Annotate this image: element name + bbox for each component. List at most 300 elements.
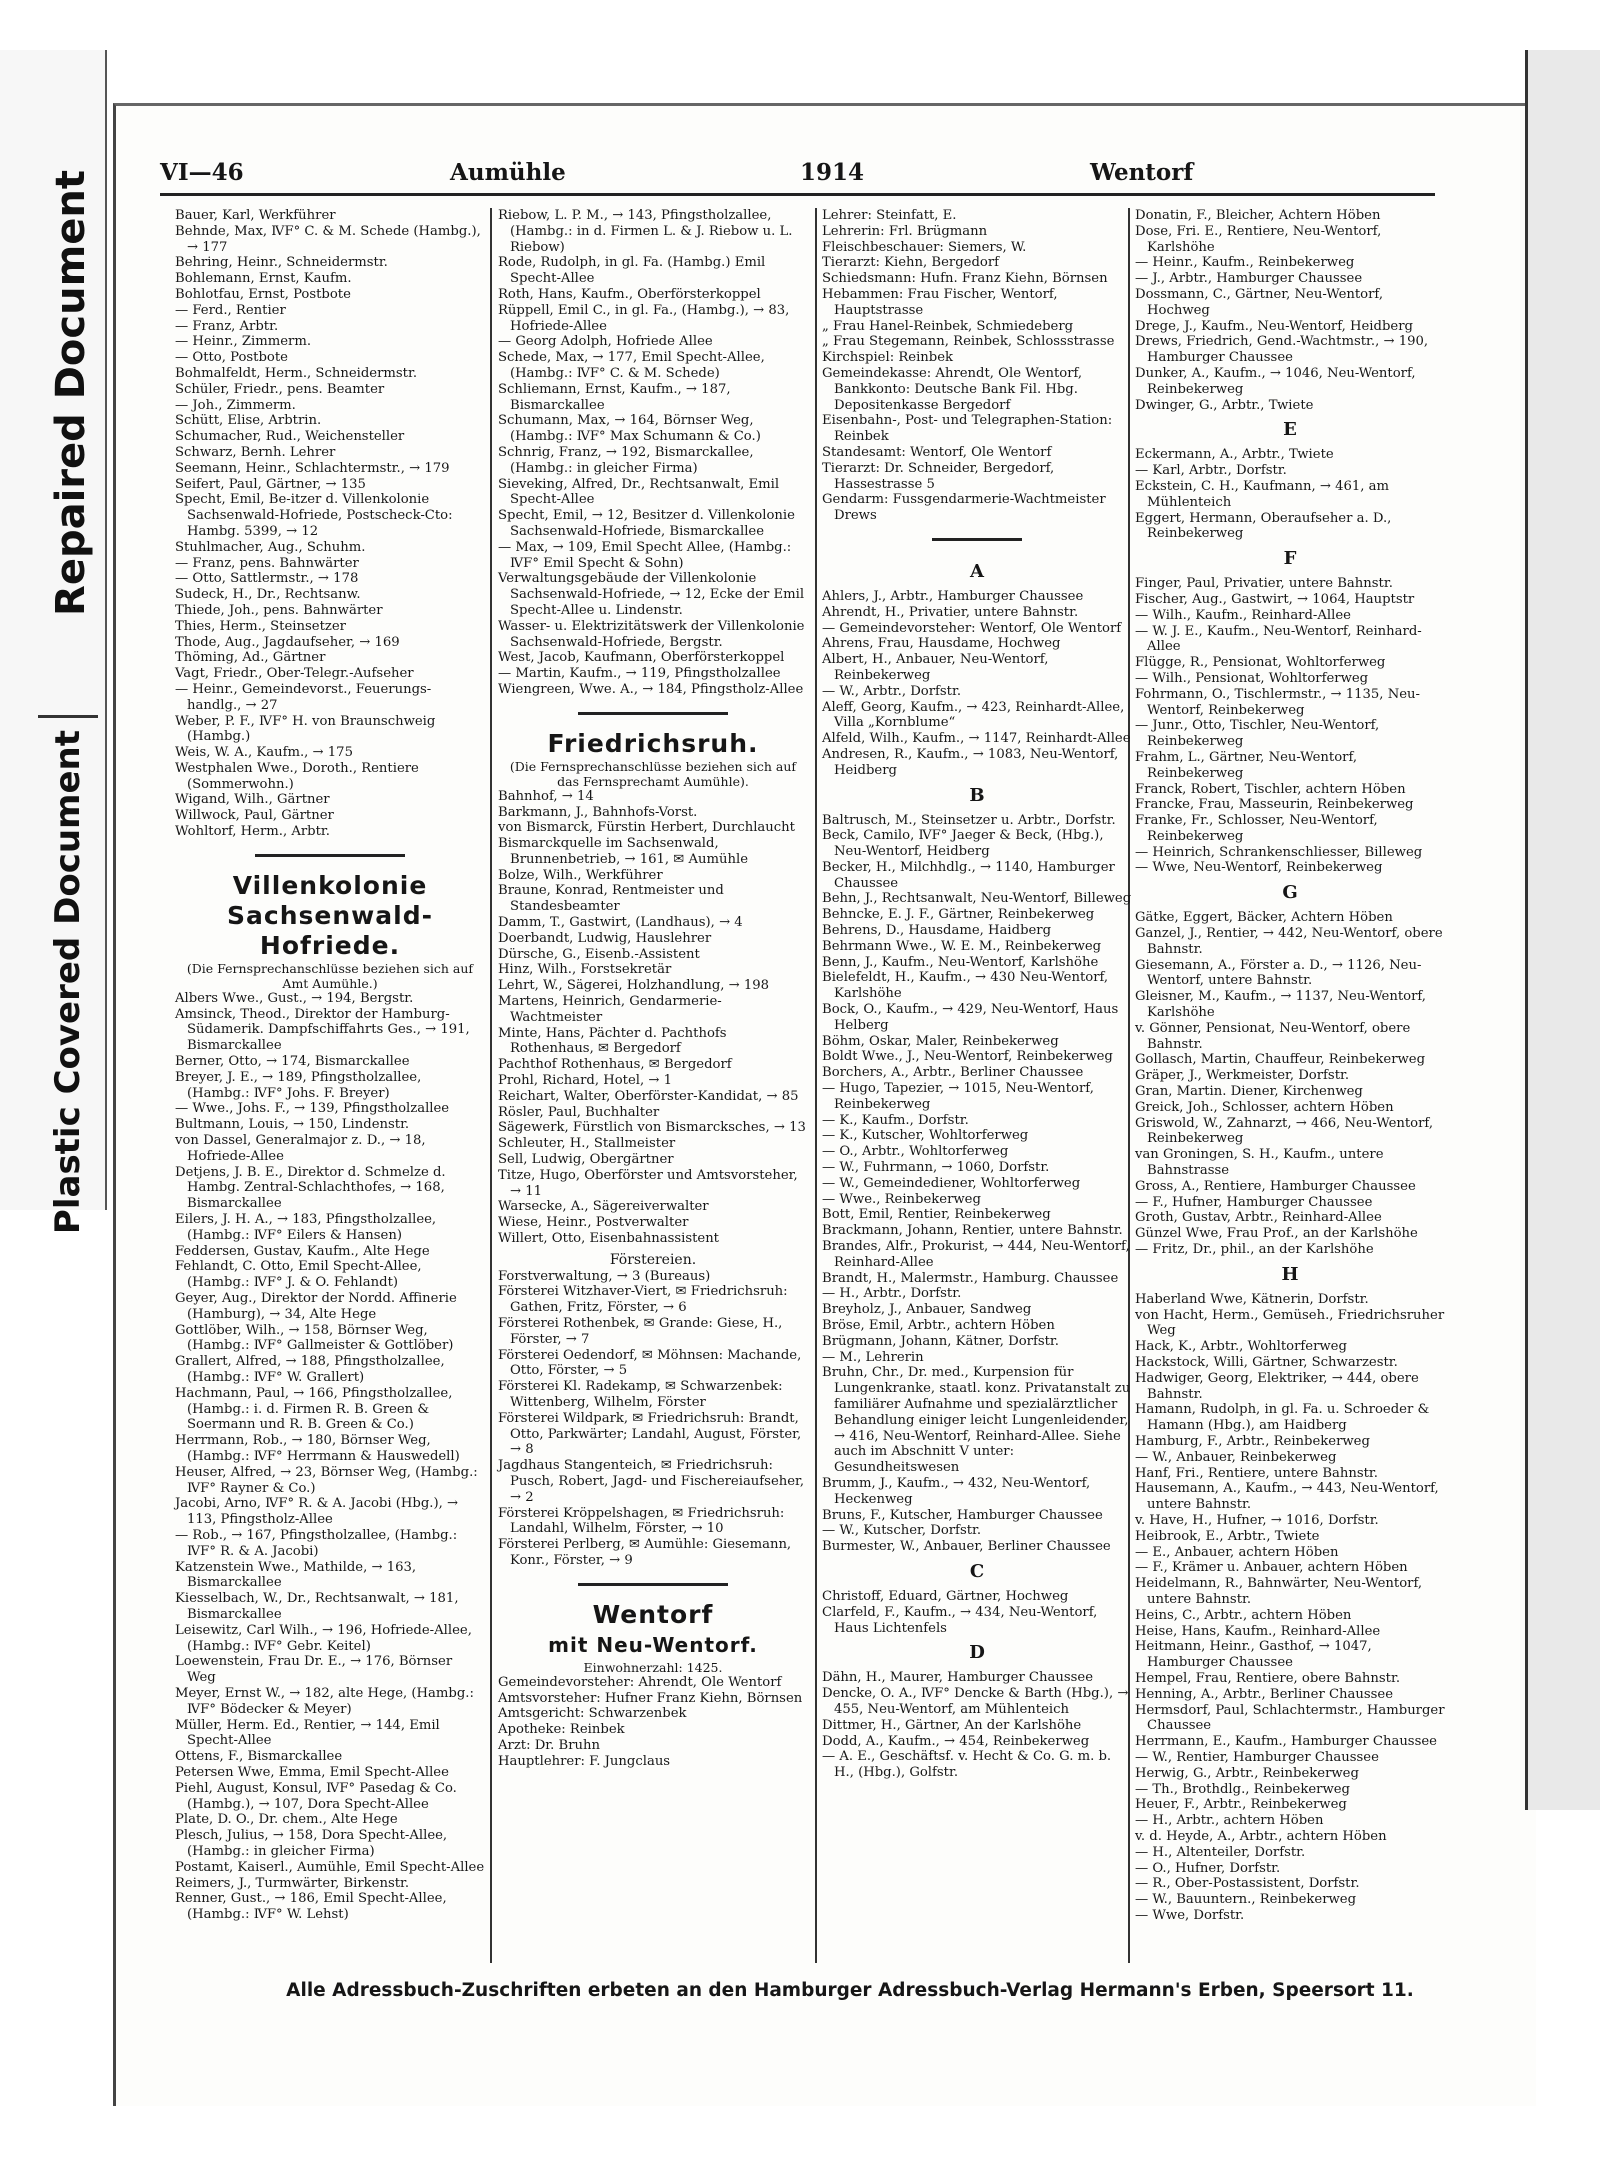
directory-entry: Amtsvorsteher: Hufner Franz Kiehn, Börnsen (498, 1690, 803, 1706)
directory-entry: Lehrerin: Frl. Brügmann (822, 223, 988, 239)
directory-entry: West, Jacob, Kaufmann, Oberförsterkoppel (498, 650, 785, 666)
directory-entry: — Heinrich, Schrankenschliesser, Billeweg (1135, 844, 1423, 860)
directory-entry: Sell, Ludwig, Obergärtner (498, 1152, 674, 1168)
directory-entry: — F., Krämer u. Anbauer, achtern Höben (1135, 1560, 1408, 1576)
directory-entry: Greick, Joh., Schlosser, achtern Höben (1135, 1099, 1394, 1115)
directory-entry: — Th., Brothdlg., Reinbekerweg (1135, 1781, 1350, 1797)
entry-list (1135, 447, 1445, 542)
directory-entry: von Dassel, Generalmajor z. D., → 18, Hofriede-Allee (175, 1133, 426, 1164)
letter-heading: F (1283, 548, 1297, 570)
directory-entry: Hempel, Frau, Rentiere, obere Bahnstr. (1135, 1670, 1401, 1686)
directory-entry: Jagdhaus Stangenteich, ✉ Friedrichsruh: Pusch, Robert, Jagd- und Fischereiaufseher, → 2 (498, 1458, 805, 1505)
directory-entry: Försterei Perlberg, ✉ Aumühle: Giesemann, Konr., Förster, → 9 (498, 1537, 792, 1568)
side-label-divider (38, 715, 98, 718)
directory-entry: Giesemann, A., Förster a. D., → 1126, Neu-Wentorf, untere Bahnstr. (1135, 957, 1422, 989)
directory-entry: — W., Rentier, Hamburger Chaussee (1135, 1749, 1379, 1765)
directory-entry: — Heinr., Zimmerm. (175, 334, 312, 350)
directory-entry: Gross, A., Rentiere, Hamburger Chaussee (1135, 1178, 1416, 1194)
directory-entry: Willert, Otto, Eisenbahnassistent (498, 1231, 719, 1247)
directory-entry: — H., Altenteiler, Dorfstr. (1135, 1844, 1306, 1860)
directory-entry: Ahlers, J., Arbtr., Hamburger Chaussee (822, 588, 1084, 604)
directory-entry: Hauptlehrer: F. Jungclaus (498, 1753, 671, 1769)
directory-entry: Bröse, Emil, Arbtr., achtern Höben (822, 1318, 1055, 1333)
directory-entry: Eisenbahn-, Post- und Telegraphen-Station: Reinbek (822, 413, 1113, 445)
directory-entry: Herrmann, E., Kaufm., Hamburger Chaussee (1135, 1734, 1437, 1750)
directory-entry: Franke, Fr., Schlosser, Neu-Wentorf, Reinbekerweg (1135, 813, 1378, 844)
letter-heading: A (970, 560, 984, 582)
directory-entry: Thode, Aug., Jagdaufseher, → 169 (175, 634, 400, 650)
directory-entry: Lehrt, W., Sägerei, Holzhandlung, → 198 (498, 978, 770, 994)
directory-entry: Bismarckquelle im Sachsenwald, Brunnenbetrieb, → 161, ✉ Aumühle (498, 836, 749, 867)
directory-entry: Dodd, A., Kaufm., → 454, Reinbekerweg (822, 1733, 1090, 1749)
directory-entry: — W., Arbtr., Dorfstr. (822, 683, 962, 699)
directory-entry: — K., Kutscher, Wohltorferweg (822, 1128, 1029, 1144)
directory-entry: — W., Gemeindediener, Wohltorferweg (822, 1175, 1081, 1191)
directory-entry: v. Gönner, Pensionat, Neu-Wentorf, obere Bahnstr. (1135, 1020, 1411, 1052)
directory-entry: Albers Wwe., Gust., → 194, Bergstr. (175, 990, 414, 1006)
directory-entry: Francke, Frau, Masseurin, Reinbekerweg (1135, 797, 1414, 813)
directory-entry: Ottens, F., Bismarckallee (175, 1749, 343, 1765)
directory-entry: Petersen Wwe, Emma, Emil Specht-Allee (175, 1764, 449, 1780)
directory-entry: Tierarzt: Kiehn, Bergedorf (822, 255, 1000, 271)
subsection-title: Förstereien. (609, 1251, 697, 1268)
directory-entry: Andresen, R., Kaufm., → 1083, Neu-Wentorf, Heidberg (822, 746, 1119, 778)
directory-entry: Gemeindekasse: Ahrendt, Ole Wentorf, Bankkonto: Deutsche Bank Fil. Hbg. Depositenkasse Bergedorf (822, 365, 1083, 413)
directory-entry: Gemeindevorsteher: Ahrendt, Ole Wentorf (498, 1674, 782, 1690)
directory-entry: Dose, Fri. E., Rentiere, Neu-Wentorf, Karlshöhe (1135, 223, 1382, 255)
directory-entry: — Gemeindevorsteher: Wentorf, Ole Wentorf (822, 620, 1122, 636)
directory-entry: Doerbandt, Ludwig, Hauslehrer (498, 930, 712, 946)
entry-list (822, 1589, 1132, 1636)
directory-entry: Clarfeld, F., Kaufm., → 434, Neu-Wentorf, Haus Lichtenfels (822, 1604, 1098, 1636)
directory-entry: Eckstein, C. H., Kaufmann, → 461, am Mühlenteich (1135, 478, 1390, 510)
directory-entry: Försterei Rothenbek, ✉ Grande: Giese, H., Förster, → 7 (498, 1316, 783, 1347)
directory-entry: Dittmer, H., Gärtner, An der Karlshöhe (822, 1717, 1082, 1733)
directory-entry: Fischer, Aug., Gastwirt, → 1064, Hauptstr (1135, 591, 1415, 607)
directory-entry: Bohmalfeldt, Herm., Schneidermstr. (175, 365, 418, 381)
directory-entry: Weis, W. A., Kaufm., → 175 (175, 745, 353, 761)
directory-entry: — F., Hufner, Hamburger Chaussee (1135, 1194, 1373, 1210)
directory-entry: Schumacher, Rud., Weichensteller (175, 429, 405, 445)
entry-list (822, 208, 1132, 524)
directory-entry: Müller, Herm. Ed., Rentier, → 144, Emil Specht-Allee (175, 1717, 440, 1749)
directory-entry: Dwinger, G., Arbtr., Twiete (1135, 397, 1314, 413)
directory-entry: Finger, Paul, Privatier, untere Bahnstr. (1135, 576, 1393, 592)
directory-entry: Eckermann, A., Arbtr., Twiete (1135, 447, 1334, 463)
directory-entry: Herrmann, Rob., → 180, Börnser Weg, (Hambg.: ⅣF° Herrmann & Hauswedell) (175, 1433, 460, 1464)
directory-entry: Specht, Emil, → 12, Besitzer d. Villenkolonie Sachsenwald-Hofriede, Bismarckallee (498, 508, 795, 539)
directory-entry: Hack, K., Arbtr., Wohltorferweg (1135, 1339, 1347, 1355)
directory-entry: Hermsdorf, Paul, Schlachtermstr., Hamburger Chaussee (1135, 1702, 1445, 1734)
column-2 (498, 208, 808, 1770)
population-note: Einwohnerzahl: 1425. (583, 1659, 723, 1675)
directory-entry: Behrmann Wwe., W. E. M., Reinbekerweg (822, 938, 1102, 954)
directory-entry: Amsinck, Theod., Direktor der Hamburg-Südamerik. Dampfschiffahrts Ges., → 191, Bismarckallee (175, 1006, 470, 1054)
section-title: Friedrichsruh. (547, 728, 759, 758)
directory-entry: Groth, Gustav, Arbtr., Reinhard-Allee (1135, 1210, 1382, 1226)
directory-entry: — Fritz, Dr., phil., an der Karlshöhe (1135, 1242, 1374, 1258)
directory-entry: Herwig, G., Arbtr., Reinbekerweg (1135, 1765, 1359, 1781)
directory-entry: Schede, Max, → 177, Emil Specht-Allee, (Hambg.: ⅣF° C. & M. Schede) (498, 350, 765, 381)
directory-entry: Plesch, Julius, → 158, Dora Specht-Allee, (Hambg.: in gleicher Firma) (175, 1828, 448, 1859)
directory-entry: Böhm, Oskar, Maler, Reinbekerweg (822, 1033, 1059, 1049)
directory-entry: — W., Bauuntern., Reinbekerweg (1135, 1892, 1357, 1908)
directory-entry: Eggert, Hermann, Oberaufseher a. D., Reinbekerweg (1135, 510, 1392, 542)
directory-entry: — Otto, Sattlermstr., → 178 (175, 571, 359, 587)
directory-entry: Hebammen: Frau Fischer, Wentorf, Hauptstrasse (822, 286, 1058, 318)
directory-entry: Fleischbeschauer: Siemers, W. (822, 239, 1027, 255)
column-1 (175, 208, 485, 1923)
directory-entry: Willwock, Paul, Gärtner (175, 808, 334, 824)
entry-list (822, 1670, 1132, 1781)
directory-entry: Amtsgericht: Schwarzenbek (498, 1706, 687, 1722)
directory-entry: Gollasch, Martin, Chauffeur, Reinbekerweg (1135, 1052, 1426, 1068)
letter-heading: C (969, 1560, 985, 1582)
directory-entry: — O., Hufner, Dorfstr. (1135, 1860, 1281, 1876)
directory-entry: Behncke, E. J. F., Gärtner, Reinbekerweg (822, 907, 1095, 923)
directory-entry: Dähn, H., Maurer, Hamburger Chaussee (822, 1670, 1094, 1686)
directory-entry: Reimers, J., Turmwärter, Birkenstr. (175, 1875, 410, 1891)
directory-entry: — Rob., → 167, Pfingstholzallee, (Hambg.: ⅣF° R. & A. Jacobi) (175, 1527, 458, 1559)
directory-entry: Titze, Hugo, Oberförster und Amtsvorsteher, → 11 (498, 1167, 798, 1199)
directory-entry: Gottlöber, Wilh., → 158, Börnser Weg, (Hambg.: ⅣF° Gallmeister & Gottlöber) (175, 1322, 454, 1354)
directory-entry: Behrens, D., Hausdame, Haidberg (822, 923, 1052, 939)
directory-entry: — W., Anbauer, Reinbekerweg (1135, 1449, 1337, 1465)
directory-entry: Grallert, Alfred, → 188, Pfingstholzallee, (Hambg.: ⅣF° W. Grallert) (175, 1354, 445, 1385)
directory-entry: Schnrig, Franz, → 192, Bismarckallee, (Hambg.: in gleicher Firma) (498, 444, 754, 476)
directory-entry: Piehl, August, Konsul, ⅣF° Pasedag & Co. (Hambg.), → 107, Dora Specht-Allee (175, 1780, 457, 1812)
directory-entry: Hachmann, Paul, → 166, Pfingstholzallee, (Hambg.: i. d. Firmen R. B. Green & Soermann und R. B. Green & Co.) (175, 1385, 453, 1433)
directory-entry: Riebow, L. P. M., → 143, Pfingstholzallee, (Hambg.: in d. Firmen L. & J. Riebow u. L. Riebow) (498, 208, 793, 255)
directory-entry: Schumann, Max, → 164, Börnser Weg, (Hambg.: ⅣF° Max Schumann & Co.) (498, 413, 761, 445)
directory-entry: Thies, Herm., Steinsetzer (175, 618, 346, 634)
directory-entry: Plate, D. O., Dr. chem., Alte Hege (175, 1812, 398, 1828)
directory-entry: Behring, Heinr., Schneidermstr. (175, 255, 388, 271)
directory-entry: Standesamt: Wentorf, Ole Wentorf (822, 444, 1052, 460)
directory-entry: Roth, Hans, Kaufm., Oberförsterkoppel (498, 286, 761, 302)
directory-entry: Loewenstein, Frau Dr. E., → 176, Börnser Weg (175, 1654, 453, 1686)
section-rule (578, 712, 728, 715)
directory-entry: von Hacht, Herm., Gemüseh., Friedrichsruher Weg (1135, 1307, 1445, 1339)
directory-entry: Becker, H., Milchhdlg., → 1140, Hamburger Chaussee (822, 859, 1115, 891)
directory-entry: Meyer, Ernst W., → 182, alte Hege, (Hambg.: ⅣF° Bödecker & Meyer) (175, 1685, 474, 1717)
directory-entry: — R., Ober-Postassistent, Dorfstr. (1135, 1876, 1360, 1892)
directory-entry: Behn, J., Rechtsanwalt, Neu-Wentorf, Billeweg (822, 891, 1132, 907)
directory-entry: Drews, Friedrich, Gend.-Wachtmstr., → 190, Hamburger Chaussee (1135, 334, 1429, 366)
directory-entry: — Max, → 109, Emil Specht Allee, (Hambg.: ⅣF° Emil Specht & Sohn) (498, 539, 792, 571)
directory-entry: Günzel Wwe, Frau Prof., an der Karlshöhe (1135, 1226, 1418, 1242)
entry-list (498, 789, 808, 1247)
directory-entry: Bolze, Wilh., Werkführer (498, 867, 663, 883)
directory-entry: Thöming, Ad., Gärtner (175, 650, 326, 666)
directory-entry: Apotheke: Reinbek (498, 1722, 625, 1738)
directory-entry: Brandt, H., Malermstr., Hamburg. Chaussee (822, 1270, 1119, 1286)
side-label-strip (0, 50, 107, 1235)
directory-entry: Breyholz, J., Anbauer, Sandweg (822, 1302, 1032, 1318)
directory-entry: — Otto, Postbote (175, 350, 288, 366)
directory-entry: Heuser, Alfred, → 23, Börnser Weg, (Hambg.: ⅣF° Rayner & Co.) (175, 1464, 478, 1496)
directory-entry: — Heinr., Kaufm., Reinbekerweg (1135, 255, 1355, 271)
section-rule (255, 854, 405, 857)
column-4 (1135, 208, 1445, 1924)
directory-entry: Dunker, A., Kaufm., → 1046, Neu-Wentorf, Reinbekerweg (1135, 365, 1416, 397)
directory-entry: — O., Arbtr., Wohltorferweg (822, 1144, 1009, 1160)
directory-entry: Wasser- u. Elektrizitätswerk der Villenkolonie Sachsenwald-Hofriede, Bergstr. (498, 618, 805, 650)
section-rule (578, 1583, 728, 1586)
directory-entry: Sudeck, H., Dr., Rechtsanw. (175, 587, 361, 603)
directory-entry: Sieveking, Alfred, Dr., Rechtsanwalt, Emil Specht-Allee (498, 476, 780, 508)
directory-entry: Bultmann, Louis, → 150, Lindenstr. (175, 1117, 410, 1133)
directory-entry: Sägewerk, Fürstlich von Bismarcksches, → 13 (498, 1120, 806, 1136)
directory-entry: Reichart, Walter, Oberförster-Kandidat, → 85 (498, 1088, 799, 1104)
directory-entry: Tierarzt: Dr. Schneider, Bergedorf, Hassestrasse 5 (822, 460, 1055, 492)
page-number: VI—46 (160, 159, 244, 186)
header-year: 1914 (800, 159, 865, 186)
directory-entry: Heibrook, E., Arbtr., Twiete (1135, 1528, 1320, 1544)
directory-entry: Borchers, A., Arbtr., Berliner Chaussee (822, 1065, 1084, 1081)
directory-entry: Beck, Camilo, ⅣF° Jaeger & Beck, (Hbg.), Neu-Wentorf, Heidberg (822, 828, 1104, 860)
directory-entry: — H., Arbtr., achtern Höben (1135, 1813, 1324, 1829)
column-3 (822, 208, 1132, 1781)
directory-entry: Schwarz, Bernh. Lehrer (175, 444, 336, 460)
directory-entry: — Wwe, Dorfstr. (1135, 1907, 1245, 1923)
directory-entry: Jacobi, Arno, ⅣF° R. & A. Jacobi (Hbg.), → 113, Pfingstholz-Allee (175, 1496, 459, 1528)
directory-entry: Flügge, R., Pensionat, Wohltorferweg (1135, 655, 1386, 671)
directory-entry: — J., Arbtr., Hamburger Chaussee (1135, 271, 1363, 287)
directory-entry: Schütt, Elise, Arbtrin. (175, 413, 322, 429)
plastic-covered-label: Plastic Covered Document (48, 730, 88, 1235)
directory-entry: Kirchspiel: Reinbek (822, 350, 954, 366)
directory-entry: Seemann, Heinr., Schlachtermstr., → 179 (175, 460, 450, 476)
column-divider (815, 208, 817, 1963)
entry-list (822, 589, 1132, 779)
directory-entry: Bruhn, Chr., Dr. med., Kurpension für Lungenkranke, staatl. konz. Privatanstalt zu familiärer Aufnahme und spezialärztlicher Behandlung einiger leicht Lungenleidender, → 416, Neu-Wentorf, Reinhard-Allee. Siehe auch im Abschnitt V unter: Gesundheitswesen (822, 1365, 1131, 1476)
directory-entry: Bruns, F., Kutscher, Hamburger Chaussee (822, 1507, 1103, 1523)
directory-entry: Alfeld, Wilh., Kaufm., → 1147, Reinhardt-Allee (822, 731, 1131, 747)
letter-heading: E (1283, 419, 1297, 441)
directory-entry: v. Have, H., Hufner, → 1016, Dorfstr. (1135, 1512, 1379, 1528)
directory-entry: Wiese, Heinr., Postverwalter (498, 1215, 689, 1231)
column-divider (490, 208, 492, 1963)
directory-entry: Försterei Wildpark, ✉ Friedrichsruh: Brandt, Otto, Parkwärter; Landahl, August, Förster, → 8 (498, 1410, 802, 1458)
directory-entry: Heidelmann, R., Bahnwärter, Neu-Wentorf, untere Bahnstr. (1135, 1576, 1423, 1607)
directory-entry: Gleisner, M., Kaufm., → 1137, Neu-Wentorf, Karlshöhe (1135, 989, 1427, 1021)
directory-entry: — Franz, Arbtr. (175, 318, 279, 334)
directory-entry: Geyer, Aug., Direktor der Nordd. Affinerie (Hamburg), → 34, Alte Hege (175, 1291, 457, 1322)
directory-entry: — Wwe., Johs. F., → 139, Pfingstholzallee (175, 1101, 450, 1117)
directory-entry: Försterei Oedendorf, ✉ Möhnsen: Machande, Otto, Förster, → 5 (498, 1347, 802, 1379)
directory-entry: — A. E., Geschäftsf. v. Hecht & Co. G. m. b. H., (Hbg.), Golfstr. (822, 1749, 1112, 1781)
directory-entry: Rüppell, Emil C., in gl. Fa., (Hambg.), → 83, Hofriede-Allee (498, 302, 790, 334)
section-title: Villenkolonie (232, 870, 428, 900)
directory-entry: Fohrmann, O., Tischlermstr., → 1135, Neu-Wentorf, Reinbekerweg (1135, 686, 1420, 718)
directory-entry: — W., Kutscher, Dorfstr. (822, 1523, 982, 1539)
directory-entry: Wohltorf, Herm., Arbtr. (175, 824, 330, 840)
entry-list (1135, 576, 1445, 876)
directory-entry: Bock, O., Kaufm., → 429, Neu-Wentorf, Haus Helberg (822, 1002, 1119, 1033)
entry-list (1135, 1292, 1445, 1924)
directory-entry: Dürsche, G., Eisenb.-Assistent (498, 946, 700, 962)
directory-entry: Christoff, Eduard, Gärtner, Hochweg (822, 1588, 1069, 1604)
directory-entry: Bielefeldt, H., Kaufm., → 430 Neu-Wentorf, Karlshöhe (822, 970, 1109, 1002)
directory-entry: v. d. Heyde, A., Arbtr., achtern Höben (1135, 1828, 1387, 1844)
directory-entry: — Wwe, Neu-Wentorf, Reinbekerweg (1135, 860, 1383, 876)
directory-entry: Franck, Robert, Tischler, achtern Höben (1135, 781, 1406, 797)
directory-entry: Heise, Hans, Kaufm., Reinhard-Allee (1135, 1623, 1381, 1639)
directory-entry: — Karl, Arbtr., Dorfstr. (1135, 463, 1287, 479)
directory-entry: Specht, Emil, Be-itzer d. Villenkolonie Sachsenwald-Hofriede, Postscheck-Cto: Hambg. 5399, → 12 (175, 492, 453, 539)
entry-list (498, 208, 808, 698)
directory-entry: Warsecke, A., Sägereiverwalter (498, 1199, 709, 1215)
section-title: Sachsenwald- (227, 900, 433, 930)
directory-entry: — Junr., Otto, Tischler, Neu-Wentorf, Reinbekerweg (1135, 718, 1380, 750)
section-title: Hofriede. (259, 930, 401, 960)
directory-entry: Aleff, Georg, Kaufm., → 423, Reinhardt-Allee, Villa „Kornblume“ (822, 699, 1125, 731)
entry-list (1135, 910, 1445, 1258)
header-rule (160, 193, 1435, 196)
directory-entry: Hamann, Rudolph, in gl. Fa. u. Schroeder & Hamann (Hbg.), am Haidberg (1135, 1402, 1430, 1434)
directory-entry: Damm, T., Gastwirt, (Landhaus), → 4 (498, 915, 743, 931)
entry-list (1135, 208, 1445, 413)
directory-entry: — Wilh., Pensionat, Wohltorferweg (1135, 670, 1369, 686)
directory-entry: Hamburg, F., Arbtr., Reinbekerweg (1135, 1433, 1370, 1449)
directory-entry: Försterei Kröppelshagen, ✉ Friedrichsruh: Landahl, Wilhelm, Förster, → 10 (498, 1505, 785, 1537)
directory-entry: — W., Fuhrmann, → 1060, Dorfstr. (822, 1160, 1050, 1176)
directory-entry: Prohl, Richard, Hotel, → 1 (498, 1073, 673, 1089)
directory-entry: Schiedsmann: Hufn. Franz Kiehn, Börnsen (822, 271, 1108, 287)
directory-entry: Vagt, Friedr., Ober-Telegr.-Aufseher (175, 666, 414, 682)
directory-entry: Heitmann, Heinr., Gasthof, → 1047, Hamburger Chaussee (1135, 1639, 1372, 1671)
directory-entry: Burmester, W., Anbauer, Berliner Chaussee (822, 1539, 1111, 1555)
directory-entry: Heins, C., Arbtr., achtern Höben (1135, 1607, 1352, 1623)
directory-entry: „ Frau Stegemann, Reinbek, Schlossstrasse (822, 334, 1115, 350)
directory-entry: Fehlandt, C. Otto, Emil Specht-Allee, (Hambg.: ⅣF° J. & O. Fehlandt) (175, 1259, 422, 1291)
directory-entry: — K., Kaufm., Dorfstr. (822, 1112, 969, 1128)
directory-entry: Seifert, Paul, Gärtner, → 135 (175, 476, 366, 492)
directory-entry: Ahrens, Frau, Hausdame, Hochweg (822, 636, 1061, 652)
directory-entry: Behnde, Max, ⅣF° C. & M. Schede (Hambg.), → 177 (175, 223, 481, 255)
header-right-place: Wentorf (1090, 159, 1194, 186)
directory-entry: Bauer, Karl, Werkführer (175, 208, 336, 223)
directory-entry: — M., Lehrerin (822, 1349, 924, 1365)
directory-entry: Dossmann, C., Gärtner, Neu-Wentorf, Hochweg (1135, 286, 1384, 318)
directory-entry: Rode, Rudolph, in gl. Fa. (Hambg.) Emil Specht-Allee (498, 255, 766, 287)
directory-entry: Schüler, Friedr., pens. Beamter (175, 381, 385, 397)
directory-entry: Schliemann, Ernst, Kaufm., → 187, Bismarckallee (498, 381, 731, 413)
directory-entry: Wiengreen, Wwe. A., → 184, Pfingstholz-Allee (498, 681, 804, 697)
directory-entry: Gendarm: Fussgendarmerie-Wachtmeister Drews (822, 492, 1106, 524)
directory-entry: Weber, P. F., ⅣF° H. von Braunschweig (Hambg.) (175, 713, 436, 745)
directory-entry: Brandes, Alfr., Prokurist, → 444, Neu-Wentorf, Reinhard-Allee (822, 1239, 1130, 1270)
directory-entry: Feddersen, Gustav, Kaufm., Alte Hege (175, 1243, 430, 1259)
directory-entry: Bahnhof, → 14 (498, 788, 594, 804)
directory-entry: Wigand, Wilh., Gärtner (175, 792, 330, 808)
directory-entry: Breyer, J. E., → 189, Pfingstholzallee, (Hambg.: ⅣF° Johs. F. Breyer) (175, 1069, 422, 1101)
directory-entry: Lehrer: Steinfatt, E. (822, 208, 957, 223)
directory-entry: Forstverwaltung, → 3 (Bureaus) (498, 1268, 711, 1284)
section-note: (Die Fernsprechanschlüsse beziehen sich auf das Fernsprechamt Aumühle). (509, 758, 797, 789)
directory-entry: Försterei Kl. Radekamp, ✉ Schwarzenbek: Wittenberg, Wilhelm, Förster (498, 1379, 783, 1410)
directory-entry: — Wilh., Kaufm., Reinhard-Allee (1135, 607, 1351, 623)
directory-entry: Haberland Wwe, Kätnerin, Dorfstr. (1135, 1291, 1369, 1307)
directory-entry: — Joh., Zimmerm. (175, 397, 296, 413)
directory-entry: Bohlemann, Ernst, Kaufm. (175, 271, 352, 287)
directory-entry: Baltrusch, M., Steinsetzer u. Arbtr., Dorfstr. (822, 812, 1116, 828)
entry-list (498, 1269, 808, 1569)
directory-entry: — Franz, pens. Bahnwärter (175, 555, 359, 571)
page-header (160, 155, 1435, 195)
directory-entry: Rösler, Paul, Buchhalter (498, 1104, 660, 1120)
directory-entry: Arzt: Dr. Bruhn (498, 1737, 600, 1753)
directory-entry: Brumm, J., Kaufm., → 432, Neu-Wentorf, Heckenweg (822, 1475, 1091, 1507)
entry-list (175, 208, 485, 840)
directory-entry: — W. J. E., Kaufm., Neu-Wentorf, Reinhard-Allee (1135, 623, 1422, 655)
directory-entry: Hadwiger, Georg, Elektriker, → 444, obere Bahnstr. (1135, 1370, 1419, 1402)
directory-entry: — Wwe., Reinbekerweg (822, 1191, 981, 1207)
directory-entry: Dencke, O. A., ⅣF° Dencke & Barth (Hbg.), → 455, Neu-Wentorf, am Mühlenteich (822, 1686, 1129, 1717)
directory-entry: Thiede, Joh., pens. Bahnwärter (175, 602, 383, 618)
directory-entry: Hinz, Wilh., Forstsekretär (498, 962, 672, 978)
directory-entry: Eilers, J. H. A., → 183, Pfingstholzallee, (Hambg.: ⅣF° Eilers & Hansen) (175, 1212, 437, 1243)
directory-entry: Heuer, F., Arbtr., Reinbekerweg (1135, 1797, 1347, 1813)
directory-entry: Leisewitz, Carl Wilh., → 196, Hofriede-Allee, (Hambg.: ⅣF° Gebr. Keitel) (175, 1622, 472, 1654)
section-rule (932, 538, 1022, 541)
directory-entry: von Bismarck, Fürstin Herbert, Durchlaucht (498, 820, 795, 836)
letter-heading: D (969, 1642, 985, 1664)
directory-entry: — Hugo, Tapezier, → 1015, Neu-Wentorf, Reinbekerweg (822, 1081, 1094, 1112)
directory-entry: Minte, Hans, Pächter d. Pachthofs Rothenhaus, ✉ Bergedorf (498, 1025, 727, 1057)
directory-entry: Renner, Gust., → 186, Emil Specht-Allee, (Hambg.: ⅣF° W. Lehst) (175, 1891, 447, 1923)
letter-heading: G (1282, 882, 1298, 904)
directory-entry: Brügmann, Johann, Kätner, Dorfstr. (822, 1333, 1059, 1349)
directory-entry: Hausemann, A., Kaufm., → 443, Neu-Wentorf, untere Bahnstr. (1135, 1481, 1439, 1513)
directory-entry: Boldt Wwe., J., Neu-Wentorf, Reinbekerweg (822, 1049, 1113, 1065)
directory-entry: Verwaltungsgebäude der Villenkolonie Sachsenwald-Hofriede, → 12, Ecke der Emil Specht-Allee u. Lindenstr. (498, 571, 805, 618)
letter-heading: B (969, 784, 985, 806)
section-note: (Die Fernsprechanschlüsse beziehen sich auf Amt Aumühle.) (186, 960, 474, 991)
directory-entry: Gätke, Eggert, Bäcker, Achtern Höben (1135, 910, 1393, 926)
directory-entry: — Georg Adolph, Hofriede Allee (498, 334, 713, 350)
directory-entry: Gräper, J., Werkmeister, Dorfstr. (1135, 1068, 1350, 1084)
entry-list (498, 1675, 808, 1770)
directory-entry: — Heinr., Gemeindevorst., Feuerungs-handlg., → 27 (175, 681, 432, 713)
directory-entry: Berner, Otto, → 174, Bismarckallee (175, 1054, 410, 1070)
entry-list (822, 813, 1132, 1555)
directory-entry: Westphalen Wwe., Doroth., Rentiere (Sommerwohn.) (175, 760, 419, 792)
directory-entry: Detjens, J. B. E., Direktor d. Schmelze d. Hambg. Zentral-Schlachthofes, → 168, Bismarckallee (175, 1164, 446, 1212)
directory-entry: Albert, H., Anbauer, Neu-Wentorf, Reinbekerweg (822, 652, 1049, 683)
directory-entry: — E., Anbauer, achtern Höben (1135, 1544, 1339, 1560)
directory-entry: Hackstock, Willi, Gärtner, Schwarzestr. (1135, 1355, 1398, 1370)
directory-entry: Kiesselbach, W., Dr., Rechtsanwalt, → 181, Bismarckallee (175, 1591, 459, 1622)
directory-entry: Bott, Emil, Rentier, Reinbekerweg (822, 1207, 1051, 1223)
section-title: mit Neu-Wentorf. (548, 1632, 758, 1657)
directory-entry: Gran, Martin. Diener, Kirchenweg (1135, 1084, 1363, 1100)
directory-entry: Ganzel, J., Rentier, → 442, Neu-Wentorf, obere Bahnstr. (1135, 926, 1443, 957)
right-page-edge (1525, 50, 1600, 1810)
directory-entry: Ahrendt, H., Privatier, untere Bahnstr. (822, 604, 1079, 620)
directory-entry: Katzenstein Wwe., Mathilde, → 163, Bismarckallee (175, 1559, 417, 1591)
directory-entry: van Groningen, S. H., Kaufm., untere Bahnstrasse (1135, 1147, 1384, 1179)
directory-entry: Barkmann, J., Bahnhofs-Vorst. (498, 804, 698, 820)
directory-entry: Donatin, F., Bleicher, Achtern Höben (1135, 208, 1381, 223)
directory-entry: Martens, Heinrich, Gendarmerie-Wachtmeister (498, 994, 722, 1025)
directory-entry: Postamt, Kaiserl., Aumühle, Emil Specht-Allee (175, 1859, 485, 1875)
directory-entry: Frahm, L., Gärtner, Neu-Wentorf, Reinbekerweg (1135, 749, 1358, 781)
directory-entry: Pachthof Rothenhaus, ✉ Bergedorf (498, 1057, 732, 1073)
entry-list (175, 991, 485, 1923)
directory-entry: Brackmann, Johann, Rentier, untere Bahnstr. (822, 1223, 1123, 1239)
